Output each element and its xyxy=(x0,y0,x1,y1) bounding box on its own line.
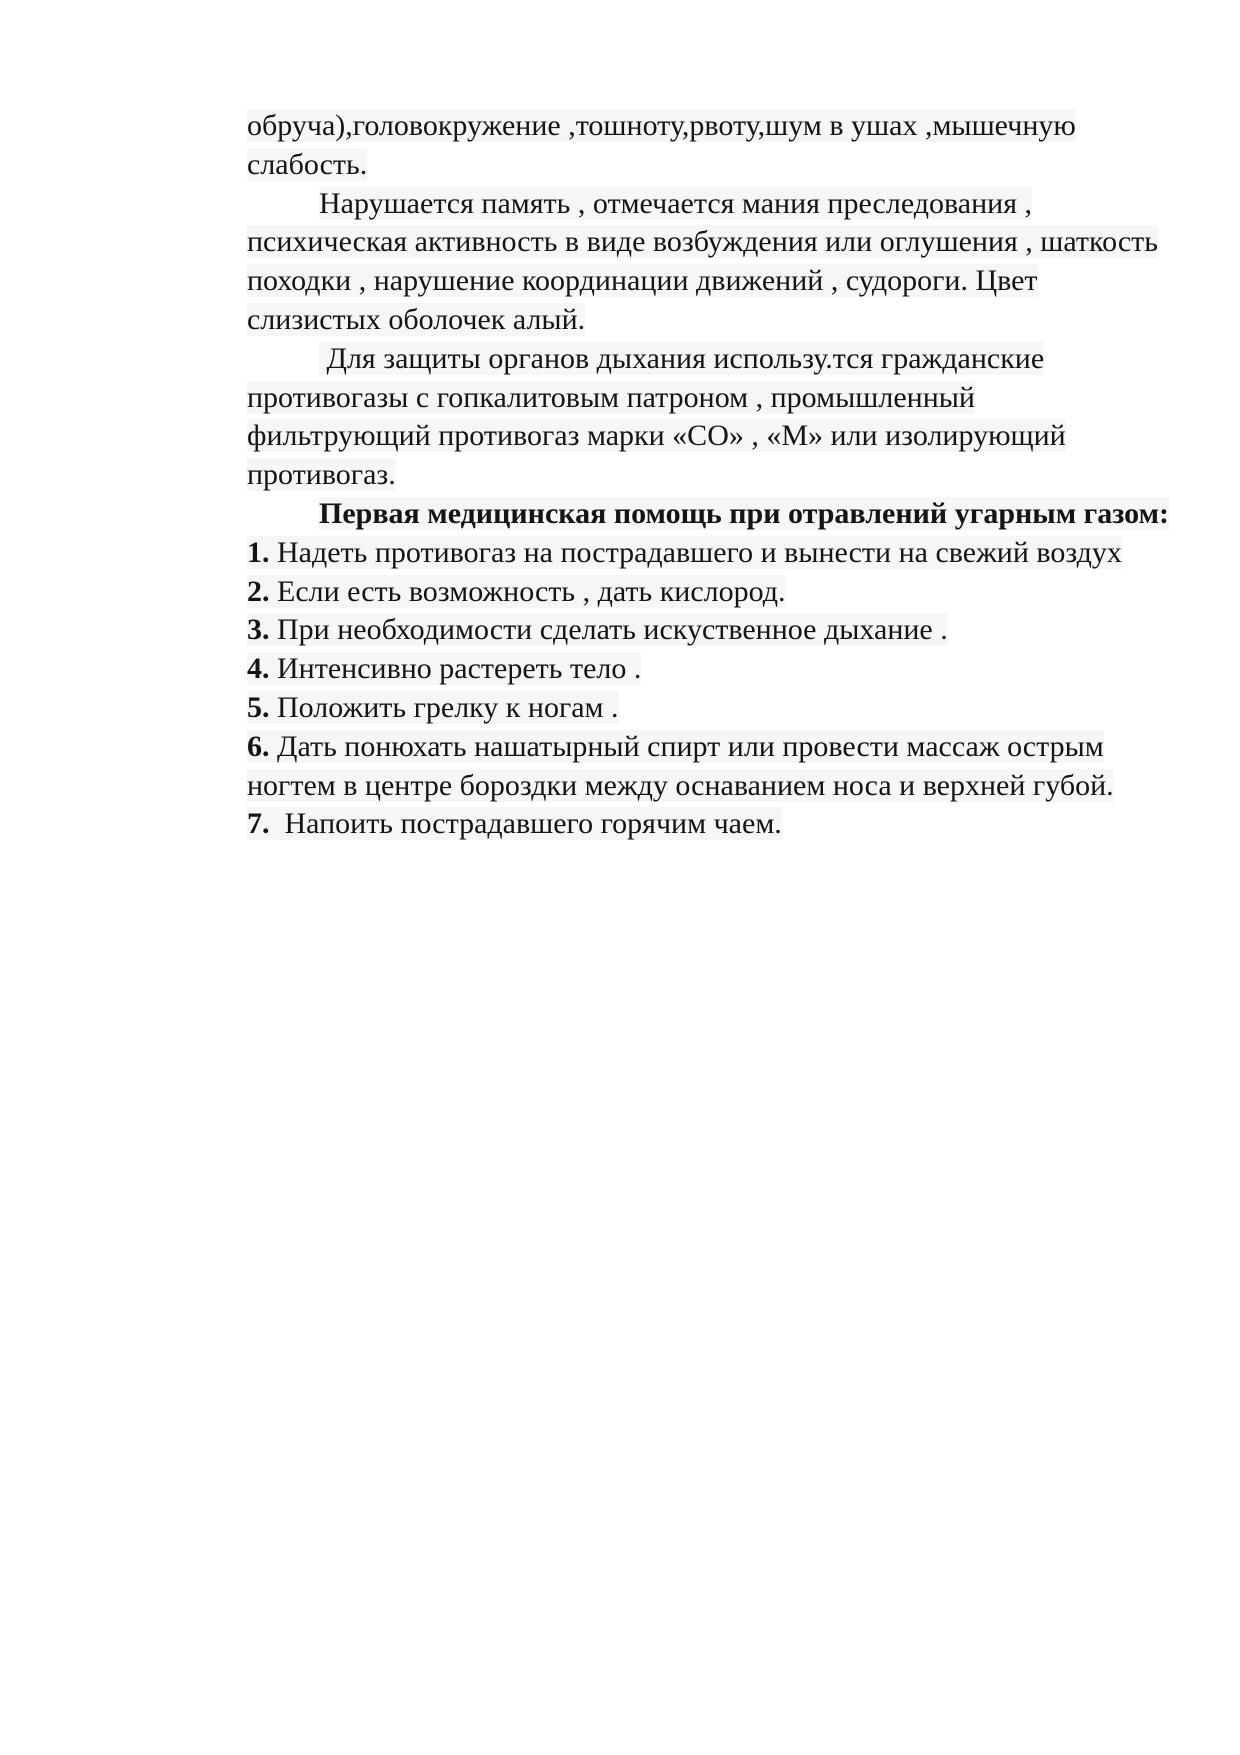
paragraph-line xyxy=(247,223,1157,262)
section-heading xyxy=(247,495,1170,534)
paragraph-text: противогазы с гопкалитовым патроном , промышленный xyxy=(247,380,975,414)
list-item-3 xyxy=(247,611,1157,650)
list-item-6-continuation xyxy=(247,767,1157,806)
paragraph-text: походки , нарушение координации движений , судороги. Цвет xyxy=(247,264,1038,298)
list-item-text: Напоить пострадавшего горячим чаем. xyxy=(269,807,782,841)
text-column xyxy=(247,107,1170,844)
paragraph-text: обруча),головокружение ,тошноту,рвоту,шум в ушах ,мышечную xyxy=(247,109,1076,142)
list-item-text: ногтем в центре бороздки между оснаванием носа и верхней губой. xyxy=(247,768,1114,802)
list-item-text: Интенсивно растереть тело . xyxy=(269,652,642,686)
list-item-2 xyxy=(247,573,1157,612)
paragraph-line xyxy=(247,417,1157,456)
list-item-text: Положить грелку к ногам . xyxy=(269,690,619,724)
paragraph-text: слизистых оболочек алый. xyxy=(247,302,586,336)
list-item-text: Если есть возможность , дать кислород. xyxy=(269,574,786,608)
list-item-number: 5. xyxy=(247,690,270,724)
paragraph-text: психическая активность в виде возбуждения или оглушения , шаткость xyxy=(247,225,1158,259)
list-item-number: 2. xyxy=(247,574,270,608)
list-item-text: При необходимости сделать искуственное дыхание . xyxy=(269,613,948,647)
list-item-number: 3. xyxy=(247,613,270,647)
paragraph-line xyxy=(247,262,1157,301)
list-item-7 xyxy=(247,805,1157,844)
paragraph-line xyxy=(247,185,1157,224)
paragraph-text: фильтрующий противогаз марки «СО» , «М» или изолирующий xyxy=(247,419,1066,453)
list-item-1 xyxy=(247,534,1157,573)
paragraph-text: Для защиты органов дыхания использу.тся гражданские xyxy=(319,341,1045,375)
paragraph-line xyxy=(247,107,1157,146)
paragraph-text: слабость. xyxy=(247,147,368,181)
list-item-number: 6. xyxy=(247,729,270,763)
list-item-number: 1. xyxy=(247,535,270,569)
list-item-text: Дать понюхать нашатырный спирт или провести массаж острым xyxy=(269,729,1104,763)
list-item-6 xyxy=(247,728,1157,767)
paragraph-line xyxy=(247,340,1157,379)
paragraph-line xyxy=(247,456,1157,495)
paragraph-line xyxy=(247,301,1157,340)
list-item-text: Надеть противогаз на пострадавшего и вынести на свежий воздух xyxy=(269,535,1122,569)
list-item-number: 4. xyxy=(247,652,270,686)
list-item-number: 7. xyxy=(247,807,270,841)
section-heading-text: Первая медицинская помощь при отравлений угарным газом: xyxy=(319,496,1170,530)
paragraph-text: противогаз. xyxy=(247,458,396,492)
list-item-4 xyxy=(247,650,1157,689)
paragraph-text: Нарушается память , отмечается мания преследования , xyxy=(319,186,1033,220)
paragraph-line xyxy=(247,379,1157,418)
list-item-5 xyxy=(247,689,1157,728)
paragraph-line xyxy=(247,146,1157,185)
